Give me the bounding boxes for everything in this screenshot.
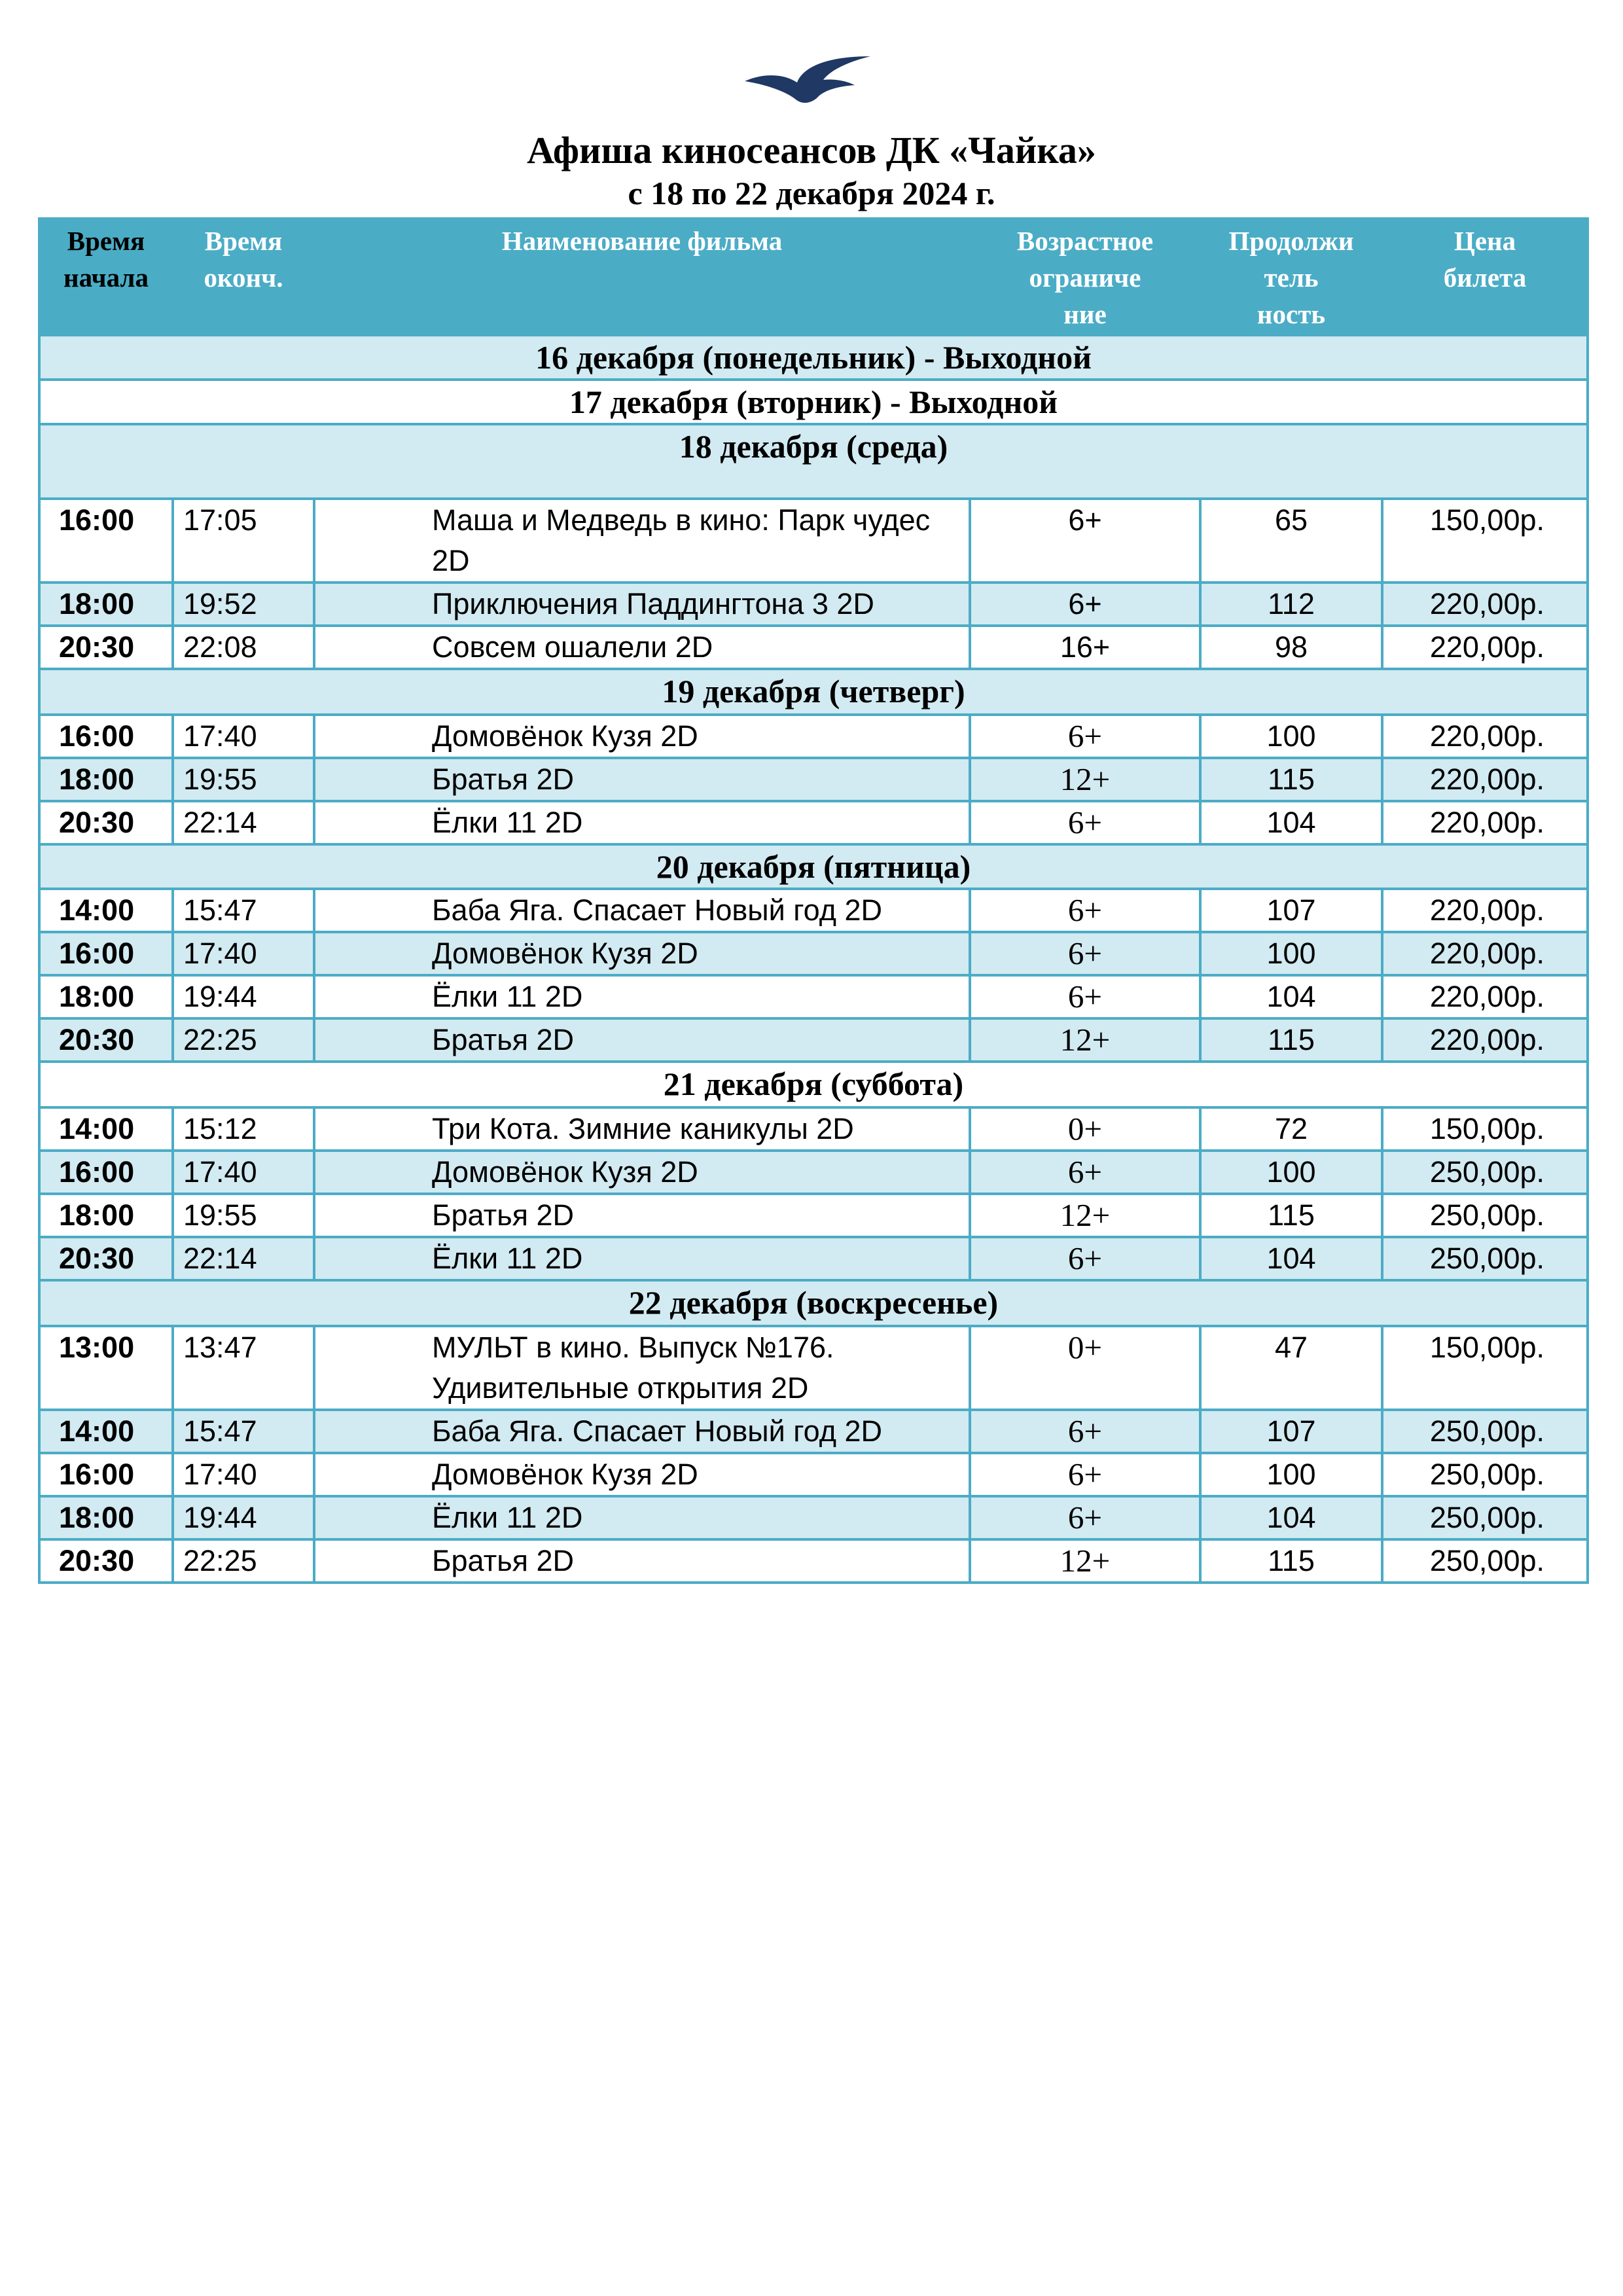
session-start-time: 20:30 xyxy=(39,626,173,669)
session-price: 220,00р. xyxy=(1382,889,1588,932)
page-subtitle: с 18 по 22 декабря 2024 г. xyxy=(628,175,995,211)
session-film-title: Совсем ошалели 2D xyxy=(314,626,970,669)
header-film-title: Наименование фильма xyxy=(314,219,970,335)
session-age-limit: 6+ xyxy=(970,1453,1200,1496)
session-film-title: Братья 2D xyxy=(314,758,970,801)
session-price: 220,00р. xyxy=(1382,758,1588,801)
page-title: Афиша киносеансов ДК «Чайка» xyxy=(527,129,1096,171)
session-start-time: 16:00 xyxy=(39,1453,173,1496)
session-film-title: Баба Яга. Спасает Новый год 2D xyxy=(314,1410,970,1453)
session-start-time: 13:00 xyxy=(39,1326,173,1410)
day-label: 19 декабря (четверг) xyxy=(39,669,1588,715)
day-label: 18 декабря (среда) xyxy=(39,424,1588,499)
session-start-time: 18:00 xyxy=(39,1194,173,1237)
session-age-limit: 12+ xyxy=(970,1018,1200,1062)
session-duration: 115 xyxy=(1200,1194,1382,1237)
session-end-time xyxy=(173,1496,314,1539)
session-row xyxy=(39,1237,1588,1280)
session-end-time-text: 17:05 xyxy=(183,503,257,537)
session-duration: 104 xyxy=(1200,975,1382,1018)
day-label: 21 декабря (суббота) xyxy=(39,1062,1588,1107)
session-duration: 104 xyxy=(1200,1496,1382,1539)
day-header-row xyxy=(39,1062,1588,1107)
session-duration: 107 xyxy=(1200,1410,1382,1453)
session-end-time-text: 22:14 xyxy=(183,806,257,839)
session-start-time: 20:30 xyxy=(39,1539,173,1583)
header-price: Цена билета xyxy=(1382,219,1588,335)
session-age-limit: 6+ xyxy=(970,932,1200,975)
session-row xyxy=(39,975,1588,1018)
session-end-time-text: 17:40 xyxy=(183,937,257,970)
session-end-time-text: 19:55 xyxy=(183,1198,257,1232)
session-age-limit: 12+ xyxy=(970,1194,1200,1237)
session-start-time: 16:00 xyxy=(39,932,173,975)
session-end-time xyxy=(173,499,314,583)
session-start-time: 20:30 xyxy=(39,801,173,844)
session-price: 220,00р. xyxy=(1382,975,1588,1018)
session-row xyxy=(39,626,1588,669)
session-row xyxy=(39,1410,1588,1453)
session-end-time-text: 15:47 xyxy=(183,1414,257,1448)
session-row xyxy=(39,1326,1588,1410)
header-duration: Продолжи тель ность xyxy=(1200,219,1382,335)
session-film-title: Ёлки 11 2D xyxy=(314,1237,970,1280)
session-start-time: 14:00 xyxy=(39,1410,173,1453)
session-price: 250,00р. xyxy=(1382,1237,1588,1280)
session-age-limit: 6+ xyxy=(970,1410,1200,1453)
session-row xyxy=(39,1496,1588,1539)
session-row xyxy=(39,499,1588,583)
session-age-limit: 16+ xyxy=(970,626,1200,669)
session-end-time xyxy=(173,1018,314,1062)
session-age-limit: 6+ xyxy=(970,801,1200,844)
session-price: 220,00р. xyxy=(1382,1018,1588,1062)
session-end-time xyxy=(173,801,314,844)
session-duration: 104 xyxy=(1200,801,1382,844)
session-duration: 115 xyxy=(1200,1539,1382,1583)
session-end-time xyxy=(173,1453,314,1496)
header-start-time: Время начала xyxy=(39,219,173,335)
session-age-limit: 12+ xyxy=(970,758,1200,801)
session-end-time xyxy=(173,1539,314,1583)
session-end-time xyxy=(173,583,314,626)
session-film-title: Братья 2D xyxy=(314,1539,970,1583)
session-start-time: 16:00 xyxy=(39,715,173,758)
session-duration: 100 xyxy=(1200,715,1382,758)
session-row xyxy=(39,932,1588,975)
session-age-limit: 6+ xyxy=(970,715,1200,758)
header-age-limit: Возрастное ограниче ние xyxy=(970,219,1200,335)
session-duration: 47 xyxy=(1200,1326,1382,1410)
session-duration: 100 xyxy=(1200,1151,1382,1194)
session-row xyxy=(39,1151,1588,1194)
session-end-time xyxy=(173,1237,314,1280)
session-price: 250,00р. xyxy=(1382,1453,1588,1496)
session-duration: 98 xyxy=(1200,626,1382,669)
session-end-time-text: 15:12 xyxy=(183,1112,257,1145)
session-duration: 115 xyxy=(1200,1018,1382,1062)
session-end-time-text: 22:08 xyxy=(183,630,257,664)
day-header-row xyxy=(39,335,1588,380)
session-film-title: Домовёнок Кузя 2D xyxy=(314,715,970,758)
session-duration: 115 xyxy=(1200,758,1382,801)
session-film-title: Ёлки 11 2D xyxy=(314,975,970,1018)
session-row xyxy=(39,1018,1588,1062)
session-price: 220,00р. xyxy=(1382,801,1588,844)
session-end-time xyxy=(173,1194,314,1237)
session-start-time: 18:00 xyxy=(39,975,173,1018)
session-end-time-text: 19:55 xyxy=(183,762,257,796)
session-price: 250,00р. xyxy=(1382,1496,1588,1539)
session-price: 150,00р. xyxy=(1382,499,1588,583)
session-price: 150,00р. xyxy=(1382,1326,1588,1410)
day-label: 16 декабря (понедельник) - Выходной xyxy=(39,335,1588,380)
session-end-time-text: 17:40 xyxy=(183,719,257,753)
session-film-title: Приключения Паддингтона 3 2D xyxy=(314,583,970,626)
session-film-title: Домовёнок Кузя 2D xyxy=(314,1453,970,1496)
session-end-time xyxy=(173,975,314,1018)
session-age-limit: 0+ xyxy=(970,1326,1200,1410)
session-end-time-text: 19:44 xyxy=(183,980,257,1013)
session-row xyxy=(39,889,1588,932)
session-age-limit: 6+ xyxy=(970,1237,1200,1280)
session-duration: 65 xyxy=(1200,499,1382,583)
session-age-limit: 6+ xyxy=(970,1496,1200,1539)
day-header-row xyxy=(39,380,1588,424)
session-age-limit: 6+ xyxy=(970,1151,1200,1194)
session-end-time-text: 17:40 xyxy=(183,1458,257,1491)
session-price: 220,00р. xyxy=(1382,715,1588,758)
session-price: 250,00р. xyxy=(1382,1194,1588,1237)
session-row xyxy=(39,1107,1588,1151)
session-start-time: 18:00 xyxy=(39,583,173,626)
session-start-time: 18:00 xyxy=(39,1496,173,1539)
session-row xyxy=(39,715,1588,758)
session-age-limit: 12+ xyxy=(970,1539,1200,1583)
session-end-time-text: 19:52 xyxy=(183,587,257,620)
session-start-time: 14:00 xyxy=(39,1107,173,1151)
session-end-time xyxy=(173,932,314,975)
session-age-limit: 0+ xyxy=(970,1107,1200,1151)
session-age-limit: 6+ xyxy=(970,975,1200,1018)
day-label: 20 декабря (пятница) xyxy=(39,844,1588,889)
session-end-time-text: 22:25 xyxy=(183,1023,257,1056)
session-row xyxy=(39,1194,1588,1237)
session-film-title: Ёлки 11 2D xyxy=(314,801,970,844)
day-header-row xyxy=(39,669,1588,715)
session-film-title: Ёлки 11 2D xyxy=(314,1496,970,1539)
session-age-limit: 6+ xyxy=(970,583,1200,626)
session-row xyxy=(39,583,1588,626)
session-end-time xyxy=(173,1326,314,1410)
session-film-title: Домовёнок Кузя 2D xyxy=(314,1151,970,1194)
session-age-limit: 6+ xyxy=(970,889,1200,932)
session-end-time xyxy=(173,1410,314,1453)
session-price: 250,00р. xyxy=(1382,1151,1588,1194)
session-age-limit: 6+ xyxy=(970,499,1200,583)
session-film-title: Три Кота. Зимние каникулы 2D xyxy=(314,1107,970,1151)
session-end-time-text: 22:25 xyxy=(183,1544,257,1577)
session-start-time: 20:30 xyxy=(39,1018,173,1062)
session-duration: 100 xyxy=(1200,932,1382,975)
seagull-icon xyxy=(740,52,877,107)
session-end-time-text: 19:44 xyxy=(183,1501,257,1534)
session-duration: 104 xyxy=(1200,1237,1382,1280)
session-row xyxy=(39,1539,1588,1583)
header-end-time: Время оконч. xyxy=(173,219,314,335)
session-end-time xyxy=(173,758,314,801)
day-label: 17 декабря (вторник) - Выходной xyxy=(39,380,1588,424)
session-end-time xyxy=(173,1107,314,1151)
session-end-time-text: 17:40 xyxy=(183,1155,257,1189)
session-price: 220,00р. xyxy=(1382,626,1588,669)
session-price: 150,00р. xyxy=(1382,1107,1588,1151)
session-duration: 100 xyxy=(1200,1453,1382,1496)
session-end-time-text: 15:47 xyxy=(183,893,257,927)
day-header-row xyxy=(39,1280,1588,1326)
session-end-time xyxy=(173,715,314,758)
session-end-time-text: 22:14 xyxy=(183,1242,257,1275)
session-price: 250,00р. xyxy=(1382,1410,1588,1453)
session-duration: 112 xyxy=(1200,583,1382,626)
schedule-table xyxy=(38,217,1589,1584)
session-row xyxy=(39,758,1588,801)
session-start-time: 16:00 xyxy=(39,1151,173,1194)
session-start-time: 18:00 xyxy=(39,758,173,801)
session-end-time xyxy=(173,889,314,932)
session-duration: 72 xyxy=(1200,1107,1382,1151)
session-row xyxy=(39,1453,1588,1496)
session-row xyxy=(39,801,1588,844)
session-film-title: Братья 2D xyxy=(314,1018,970,1062)
session-duration: 107 xyxy=(1200,889,1382,932)
day-header-row xyxy=(39,424,1588,499)
session-film-title: Домовёнок Кузя 2D xyxy=(314,932,970,975)
session-film-title: Братья 2D xyxy=(314,1194,970,1237)
session-start-time: 16:00 xyxy=(39,499,173,583)
day-label: 22 декабря (воскресенье) xyxy=(39,1280,1588,1326)
session-price: 220,00р. xyxy=(1382,583,1588,626)
session-end-time xyxy=(173,1151,314,1194)
session-price: 220,00р. xyxy=(1382,932,1588,975)
session-end-time xyxy=(173,626,314,669)
session-start-time: 14:00 xyxy=(39,889,173,932)
session-film-title: МУЛЬТ в кино. Выпуск №176. Удивительные открытия 2D xyxy=(314,1326,970,1410)
session-price: 250,00р. xyxy=(1382,1539,1588,1583)
session-film-title: Баба Яга. Спасает Новый год 2D xyxy=(314,889,970,932)
session-start-time: 20:30 xyxy=(39,1237,173,1280)
session-end-time-text: 13:47 xyxy=(183,1331,257,1364)
table-header-row xyxy=(39,219,1588,335)
day-header-row xyxy=(39,844,1588,889)
session-film-title: Маша и Медведь в кино: Парк чудес 2D xyxy=(314,499,970,583)
